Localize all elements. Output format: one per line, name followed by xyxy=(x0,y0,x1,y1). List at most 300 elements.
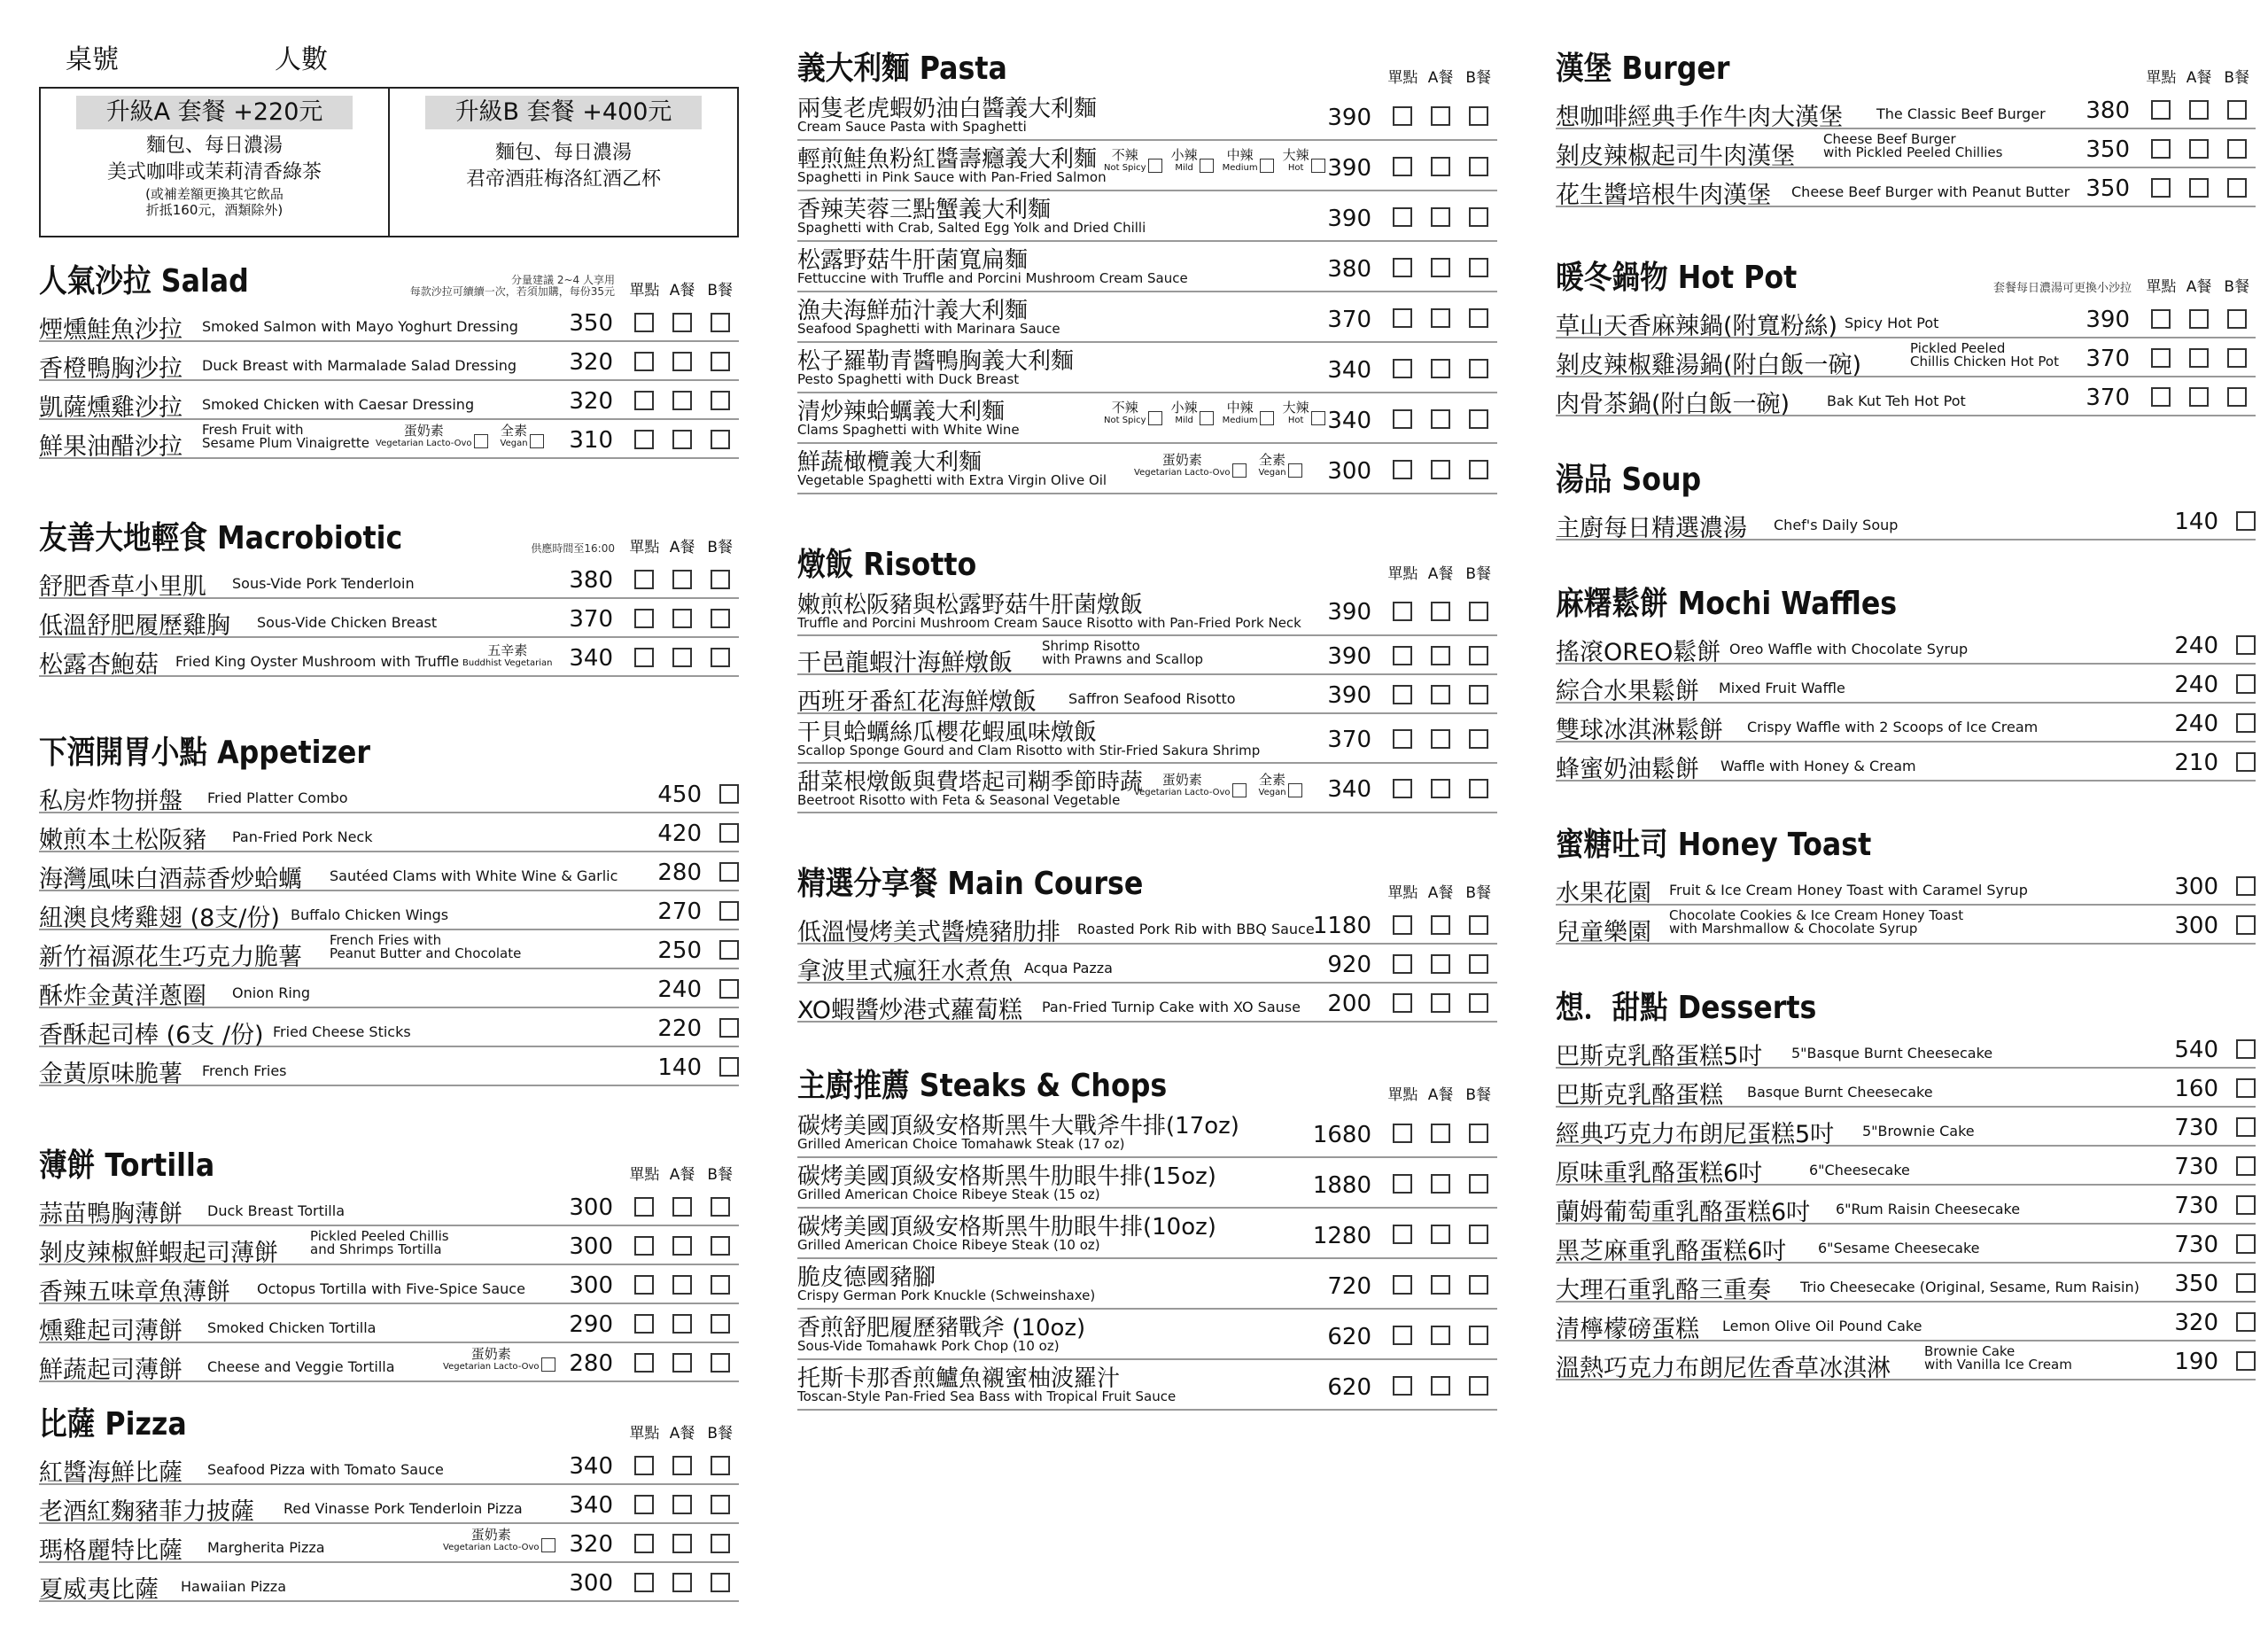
order-checkbox-single[interactable] xyxy=(2236,1039,2256,1059)
menu-item: 清炒辣蛤蠣義大利麵 Clams Spaghetti with White Wine 不辣 Not Spicy 小辣 Mild 中辣 Medium 大辣 Hot 340 xyxy=(797,393,1497,444)
section-title: 想．甜點 Desserts xyxy=(1556,990,1817,1026)
menu-item: 水果花園 Fruit & Ice Cream Honey Toast with Caramel Syrup 300 xyxy=(1556,867,2256,906)
order-checkbox-a[interactable] xyxy=(1431,308,1450,328)
order-checkbox-b[interactable] xyxy=(2227,178,2247,198)
order-checkbox-single[interactable] xyxy=(2236,635,2256,655)
menu-item: 草山天香麻辣鍋(附寬粉絲) Spicy Hot Pot 390 xyxy=(1556,299,2256,338)
menu-item: 兒童樂園 Chocolate Cookies & Ice Cream Honey Toast with Marshmallow & Chocolate Syrup 300 xyxy=(1556,906,2256,945)
order-checkbox-single[interactable] xyxy=(2236,915,2256,935)
order-checkbox-single[interactable] xyxy=(2236,713,2256,733)
section-tortilla xyxy=(39,1141,739,1382)
order-checkbox-single[interactable] xyxy=(719,823,739,843)
menu-item: 松子羅勒青醬鴨胸義大利麵 Pesto Spaghetti with Duck Breast 340 xyxy=(797,343,1497,393)
diet-tags: 蛋奶素 Vegetarian Lacto-Ovo xyxy=(443,1347,555,1372)
menu-item: 漁夫海鮮茄汁義大利麵 Seafood Spaghetti with Marinara Sauce 370 xyxy=(797,292,1497,343)
option-checkbox[interactable] xyxy=(1311,159,1325,173)
order-checkbox-b[interactable] xyxy=(711,1314,730,1334)
order-checkbox-b[interactable] xyxy=(711,570,730,589)
upgrade-b-line2: 君帝酒莊梅洛紅酒乙杯 xyxy=(465,168,661,191)
order-checkbox-single[interactable] xyxy=(634,1456,654,1475)
order-checkbox-a[interactable] xyxy=(672,570,692,589)
menu-item: 香煎舒肥履歷豬戰斧 (10oz) Sous-Vide Tomahawk Pork Chop (10 oz) 620 xyxy=(797,1310,1497,1360)
order-checkbox-single[interactable] xyxy=(1393,779,1412,798)
order-checkbox-b[interactable] xyxy=(711,313,730,332)
diet-tags: 蛋奶素 Vegetarian Lacto-Ovo 全素 Vegan xyxy=(376,424,544,448)
order-checkbox-single[interactable] xyxy=(2151,348,2171,368)
section-title: 比薩 Pizza xyxy=(39,1406,187,1443)
option-checkbox[interactable] xyxy=(1148,411,1162,425)
order-checkbox-b[interactable] xyxy=(1469,1174,1488,1194)
menu-item: 香辣五味章魚薄餅 Octopus Tortilla with Five-Spice Sauce 300 xyxy=(39,1265,739,1304)
order-checkbox-b[interactable] xyxy=(1469,1326,1488,1345)
menu-item: XO蝦醬炒港式蘿蔔糕 Pan-Fried Turnip Cake with XO Sause 200 xyxy=(797,984,1497,1023)
menu-item: 金黃原味脆薯 French Fries 140 xyxy=(39,1047,739,1086)
order-checkbox-single[interactable] xyxy=(1393,1326,1412,1345)
section-title: 麻糬鬆餅 Mochi Waffles xyxy=(1556,586,1898,622)
section-title: 薄餅 Tortilla xyxy=(39,1147,215,1184)
order-checkbox-b[interactable] xyxy=(1469,258,1488,277)
order-checkbox-a[interactable] xyxy=(1431,1225,1450,1244)
menu-item: 大理石重乳酪三重奏 Trio Cheesecake (Original, Sesame, Rum Raisin) 350 xyxy=(1556,1264,2256,1303)
order-checkbox-b[interactable] xyxy=(1469,993,1488,1013)
order-checkbox-b[interactable] xyxy=(1469,1275,1488,1295)
order-checkbox-a[interactable] xyxy=(1431,1275,1450,1295)
section-waffles xyxy=(1556,579,2256,782)
section-main-course xyxy=(797,859,1497,1023)
menu-item: 剝皮辣椒雞湯鍋(附白飯一碗) Pickled Peeled Chillis Chicken Hot Pot 370 xyxy=(1556,338,2256,377)
menu-item: 煙燻鮭魚沙拉 Smoked Salmon with Mayo Yoghurt Dressing 350 xyxy=(39,303,739,342)
order-checkbox-single[interactable] xyxy=(1393,1174,1412,1194)
order-checkbox-b[interactable] xyxy=(1469,779,1488,798)
order-checkbox-single[interactable] xyxy=(634,570,654,589)
order-checkbox-single[interactable] xyxy=(2151,139,2171,159)
order-header xyxy=(39,0,739,87)
menu-column-1 xyxy=(39,0,739,1641)
order-checkbox-a[interactable] xyxy=(2189,387,2209,407)
menu-item: 巴斯克乳酪蛋糕5吋 5"Basque Burnt Cheesecake 540 xyxy=(1556,1030,2256,1069)
section-pizza xyxy=(39,1400,739,1602)
menu-item: 原味重乳酪蛋糕6吋 6"Cheesecake 730 xyxy=(1556,1147,2256,1186)
menu-item: 碳烤美國頂級安格斯黑牛大戰斧牛排(17oz) Grilled American Choice Tomahawk Steak (17 oz) 1680 xyxy=(797,1108,1497,1158)
menu-item: 溫熱巧克力布朗尼佐香草冰淇淋 Brownie Cake with Vanilla Ice Cream 190 xyxy=(1556,1342,2256,1380)
table-number-label: 桌號 xyxy=(66,44,119,75)
order-checkbox-single[interactable] xyxy=(2151,309,2171,329)
order-checkbox-a[interactable] xyxy=(1431,157,1450,176)
order-checkbox-a[interactable] xyxy=(672,1573,692,1592)
order-checkbox-single[interactable] xyxy=(1393,915,1412,935)
order-checkbox-a[interactable] xyxy=(672,1197,692,1217)
order-checkbox-single[interactable] xyxy=(1393,993,1412,1013)
order-checkbox-single[interactable] xyxy=(634,1314,654,1334)
menu-item: 剝皮辣椒鮮蝦起司薄餅 Pickled Peeled Chillis and Shrimps Tortilla 300 xyxy=(39,1226,739,1265)
column-headers: 單點 A餐 B餐 xyxy=(2146,278,2250,296)
section-title: 蜜糖吐司 Honey Toast xyxy=(1556,827,1872,863)
option-checkbox[interactable] xyxy=(541,1357,555,1372)
order-checkbox-single[interactable] xyxy=(2236,1078,2256,1098)
section-title: 暖冬鍋物 Hot Pot xyxy=(1556,260,1798,296)
upgrade-a-line1: 麵包、每日濃湯 xyxy=(145,135,283,157)
order-checkbox-a[interactable] xyxy=(1431,1326,1450,1345)
menu-item: 松露野菇牛肝菌寬扁麵 Fettuccine with Truffle and Porcini Mushroom Cream Sauce 380 xyxy=(797,242,1497,292)
order-checkbox-b[interactable] xyxy=(711,1534,730,1553)
order-checkbox-single[interactable] xyxy=(1393,954,1412,974)
menu-item: 凱薩燻雞沙拉 Smoked Chicken with Caesar Dressing 320 xyxy=(39,381,739,420)
order-checkbox-b[interactable] xyxy=(711,609,730,628)
menu-item: 嫩煎本土松阪豬 Pan-Fried Pork Neck 420 xyxy=(39,813,739,852)
section-note: 分量建議 2~4 人享用 每款沙拉可續續一次，若須加購，每份35元 xyxy=(409,274,615,298)
order-checkbox-single[interactable] xyxy=(634,648,654,667)
upgrade-box xyxy=(39,87,739,237)
column-headers: 單點 A餐 B餐 xyxy=(629,282,734,299)
order-checkbox-a[interactable] xyxy=(1431,207,1450,227)
order-checkbox-single[interactable] xyxy=(2236,674,2256,694)
option-checkbox[interactable] xyxy=(1288,783,1302,797)
order-checkbox-a[interactable] xyxy=(1431,1124,1450,1143)
section-soup xyxy=(1556,455,2256,541)
column-headers: 單點 A餐 B餐 xyxy=(629,539,734,556)
menu-item: 香辣芙蓉三點蟹義大利麵 Spaghetti with Crab, Salted Egg Yolk and Dried Chilli 390 xyxy=(797,191,1497,242)
order-checkbox-b[interactable] xyxy=(1469,915,1488,935)
order-checkbox-b[interactable] xyxy=(2227,387,2247,407)
order-checkbox-single[interactable] xyxy=(1393,157,1412,176)
order-checkbox-b[interactable] xyxy=(1469,729,1488,749)
order-checkbox-a[interactable] xyxy=(1431,779,1450,798)
order-checkbox-single[interactable] xyxy=(2236,876,2256,896)
order-checkbox-b[interactable] xyxy=(1469,106,1488,126)
order-checkbox-b[interactable] xyxy=(711,648,730,667)
menu-item: 酥炸金黃洋蔥圈 Onion Ring 240 xyxy=(39,969,739,1008)
option-checkbox[interactable] xyxy=(1200,159,1214,173)
order-checkbox-single[interactable] xyxy=(2151,178,2171,198)
order-checkbox-a[interactable] xyxy=(2189,100,2209,120)
order-checkbox-b[interactable] xyxy=(711,1573,730,1592)
section-title: 精選分享餐 Main Course xyxy=(797,866,1144,902)
upgrade-b xyxy=(388,89,737,236)
order-checkbox-b[interactable] xyxy=(711,352,730,371)
order-checkbox-single[interactable] xyxy=(719,901,739,921)
order-checkbox-a[interactable] xyxy=(1431,409,1450,429)
section-pasta xyxy=(797,44,1497,494)
order-checkbox-single[interactable] xyxy=(634,609,654,628)
order-checkbox-single[interactable] xyxy=(2236,1312,2256,1332)
menu-item: 碳烤美國頂級安格斯黑牛肋眼牛排(15oz) Grilled American Choice Ribeye Steak (15 oz) 1880 xyxy=(797,1158,1497,1209)
menu-item: 肉骨茶鍋(附白飯一碗) Bak Kut Teh Hot Pot 370 xyxy=(1556,377,2256,416)
menu-item: 清檸檬磅蛋糕 Lemon Olive Oil Pound Cake 320 xyxy=(1556,1303,2256,1342)
order-checkbox-a[interactable] xyxy=(672,1275,692,1295)
order-checkbox-single[interactable] xyxy=(634,313,654,332)
section-title: 下酒開胃小點 Appetizer xyxy=(39,735,371,771)
column-headers: 單點 A餐 B餐 xyxy=(2146,69,2250,87)
upgrade-a xyxy=(41,89,388,236)
order-checkbox-single[interactable] xyxy=(719,1018,739,1038)
section-hot-pot xyxy=(1556,253,2256,416)
option-checkbox[interactable] xyxy=(541,1538,555,1552)
section-desserts xyxy=(1556,984,2256,1380)
section-title: 友善大地輕食 Macrobiotic xyxy=(39,520,403,556)
order-checkbox-single[interactable] xyxy=(634,1353,654,1373)
menu-item: 拿波里式瘋狂水煮魚 Acqua Pazza 920 xyxy=(797,945,1497,984)
order-checkbox-single[interactable] xyxy=(1393,207,1412,227)
order-checkbox-single[interactable] xyxy=(719,940,739,960)
order-checkbox-single[interactable] xyxy=(634,352,654,371)
menu-item: 主廚每日精選濃湯 Chef's Daily Soup 140 xyxy=(1556,502,2256,541)
order-checkbox-single[interactable] xyxy=(1393,106,1412,126)
order-checkbox-b[interactable] xyxy=(1469,409,1488,429)
order-checkbox-b[interactable] xyxy=(1469,207,1488,227)
order-checkbox-single[interactable] xyxy=(1393,258,1412,277)
column-headers: 單點 A餐 B餐 xyxy=(1387,565,1492,583)
order-checkbox-single[interactable] xyxy=(1393,1124,1412,1143)
menu-item: 輕煎鮭魚粉紅醬壽癮義大利麵 Spaghetti in Pink Sauce with Pan-Fried Salmon 不辣 Not Spicy 小辣 Mild 中辣 Medium 大辣 Hot 390 xyxy=(797,141,1497,191)
menu-column-3 xyxy=(1556,0,2256,1419)
order-checkbox-single[interactable] xyxy=(634,1495,654,1514)
order-checkbox-a[interactable] xyxy=(1431,460,1450,479)
column-headers: 單點 A餐 B餐 xyxy=(1387,69,1492,87)
option-checkbox[interactable] xyxy=(1200,411,1214,425)
diet-tags: 蛋奶素 Vegetarian Lacto-Ovo 全素 Vegan xyxy=(1134,773,1302,797)
menu-item: 綜合水果鬆餅 Mixed Fruit Waffle 240 xyxy=(1556,665,2256,704)
order-checkbox-b[interactable] xyxy=(711,1236,730,1256)
order-checkbox-b[interactable] xyxy=(1469,685,1488,704)
order-checkbox-single[interactable] xyxy=(2236,752,2256,772)
order-checkbox-b[interactable] xyxy=(711,1495,730,1514)
menu-item: 兩隻老虎蝦奶油白醬義大利麵 Cream Sauce Pasta with Spaghetti 390 xyxy=(797,90,1497,141)
order-checkbox-single[interactable] xyxy=(1393,729,1412,749)
order-checkbox-a[interactable] xyxy=(1431,359,1450,378)
menu-item: 花生醬培根牛肉漢堡 Cheese Beef Burger with Peanut Butter 350 xyxy=(1556,168,2256,207)
order-checkbox-a[interactable] xyxy=(672,430,692,449)
order-checkbox-single[interactable] xyxy=(634,1197,654,1217)
option-checkbox[interactable] xyxy=(530,434,544,448)
order-checkbox-a[interactable] xyxy=(1431,729,1450,749)
menu-item: 蘭姆葡萄重乳酪蛋糕6吋 6"Rum Raisin Cheesecake 730 xyxy=(1556,1186,2256,1225)
section-risotto xyxy=(797,541,1497,813)
order-checkbox-a[interactable] xyxy=(672,391,692,410)
order-checkbox-a[interactable] xyxy=(672,1534,692,1553)
section-honey-toast xyxy=(1556,820,2256,945)
option-checkbox[interactable] xyxy=(474,434,488,448)
diet-tags: 蛋奶素 Vegetarian Lacto-Ovo 全素 Vegan xyxy=(1134,453,1302,478)
order-checkbox-single[interactable] xyxy=(719,1057,739,1077)
order-checkbox-single[interactable] xyxy=(2236,1195,2256,1215)
order-checkbox-b[interactable] xyxy=(711,430,730,449)
order-checkbox-single[interactable] xyxy=(2236,1273,2256,1293)
order-checkbox-single[interactable] xyxy=(634,430,654,449)
order-checkbox-a[interactable] xyxy=(1431,685,1450,704)
order-checkbox-a[interactable] xyxy=(1431,646,1450,665)
order-checkbox-b[interactable] xyxy=(1469,1124,1488,1143)
section-title: 人氣沙拉 Salad xyxy=(39,263,249,299)
menu-item: 蒜苗鴨胸薄餅 Duck Breast Tortilla 300 xyxy=(39,1187,739,1226)
option-checkbox[interactable] xyxy=(1232,783,1247,797)
order-checkbox-b[interactable] xyxy=(1469,602,1488,621)
menu-item: 香酥起司棒 (6支 /份) Fried Cheese Sticks 220 xyxy=(39,1008,739,1047)
order-checkbox-single[interactable] xyxy=(634,391,654,410)
order-checkbox-single[interactable] xyxy=(1393,359,1412,378)
section-steaks xyxy=(797,1062,1497,1411)
spice-tags: 不辣 Not Spicy 小辣 Mild 中辣 Medium 大辣 Hot xyxy=(1104,401,1325,425)
order-checkbox-b[interactable] xyxy=(1469,1225,1488,1244)
order-checkbox-a[interactable] xyxy=(672,352,692,371)
order-checkbox-single[interactable] xyxy=(634,1573,654,1592)
order-checkbox-b[interactable] xyxy=(2227,139,2247,159)
menu-item: 瑪格麗特比薩 Margherita Pizza 蛋奶素 Vegetarian Lacto-Ovo 320 xyxy=(39,1524,739,1563)
order-checkbox-b[interactable] xyxy=(1469,646,1488,665)
order-checkbox-single[interactable] xyxy=(2151,100,2171,120)
order-checkbox-single[interactable] xyxy=(2236,1117,2256,1137)
column-headers: 單點 A餐 B餐 xyxy=(629,1425,734,1443)
order-checkbox-a[interactable] xyxy=(1431,954,1450,974)
order-checkbox-b[interactable] xyxy=(711,1275,730,1295)
order-checkbox-single[interactable] xyxy=(1393,409,1412,429)
section-note: 套餐每日濃湯可更換小沙拉 xyxy=(1992,282,2132,295)
menu-item: 經典巧克力布朗尼蛋糕5吋 5"Brownie Cake 730 xyxy=(1556,1108,2256,1147)
order-checkbox-a[interactable] xyxy=(672,1236,692,1256)
order-checkbox-a[interactable] xyxy=(672,1314,692,1334)
order-checkbox-single[interactable] xyxy=(719,784,739,804)
menu-item: 低溫慢烤美式醬燒豬肋排 Roasted Pork Rib with BBQ Sauce 1180 xyxy=(797,906,1497,945)
menu-item: 舒肥香草小里肌 Sous-Vide Pork Tenderloin 380 xyxy=(39,560,739,599)
order-checkbox-b[interactable] xyxy=(1469,157,1488,176)
menu-item: 干貝蛤蠣絲瓜櫻花蝦風味燉飯 Scallop Sponge Gourd and Clam Risotto with Stir-Fried Sakura Shrimp 370 xyxy=(797,714,1497,764)
order-checkbox-a[interactable] xyxy=(672,1495,692,1514)
section-salad xyxy=(39,257,739,459)
spice-tags: 不辣 Not Spicy 小辣 Mild 中辣 Medium 大辣 Hot xyxy=(1104,148,1325,173)
order-checkbox-b[interactable] xyxy=(1469,460,1488,479)
order-checkbox-a[interactable] xyxy=(1431,993,1450,1013)
order-checkbox-b[interactable] xyxy=(711,1456,730,1475)
order-checkbox-b[interactable] xyxy=(711,1353,730,1373)
order-checkbox-single[interactable] xyxy=(1393,646,1412,665)
menu-item: 鮮蔬橄欖義大利麵 Vegetable Spaghetti with Extra Virgin Olive Oil 蛋奶素 Vegetarian Lacto-Ovo 全素 Vegan 300 xyxy=(797,444,1497,494)
menu-item: 燻雞起司薄餅 Smoked Chicken Tortilla 290 xyxy=(39,1304,739,1343)
order-checkbox-a[interactable] xyxy=(672,648,692,667)
order-checkbox-single[interactable] xyxy=(2151,387,2171,407)
order-checkbox-a[interactable] xyxy=(2189,178,2209,198)
upgrade-a-note1: (或補差額更換其它飲品 xyxy=(145,186,284,202)
section-title: 燉飯 Risotto xyxy=(797,547,977,583)
order-checkbox-single[interactable] xyxy=(2236,1156,2256,1176)
order-checkbox-single[interactable] xyxy=(634,1275,654,1295)
order-checkbox-b[interactable] xyxy=(2227,348,2247,368)
menu-item: 巴斯克乳酪蛋糕 Basque Burnt Cheesecake 160 xyxy=(1556,1069,2256,1108)
section-title: 湯品 Soup xyxy=(1556,462,1702,498)
menu-item: 想咖啡經典手作牛肉大漢堡 The Classic Beef Burger 380 xyxy=(1556,90,2256,129)
option-checkbox[interactable] xyxy=(1311,411,1325,425)
option-checkbox[interactable] xyxy=(1288,463,1302,478)
order-checkbox-b[interactable] xyxy=(711,391,730,410)
order-checkbox-a[interactable] xyxy=(672,1353,692,1373)
order-checkbox-single[interactable] xyxy=(1393,1225,1412,1244)
menu-item: 夏威夷比薩 Hawaiian Pizza 300 xyxy=(39,1563,739,1602)
order-checkbox-single[interactable] xyxy=(634,1534,654,1553)
section-macrobiotic xyxy=(39,514,739,677)
order-checkbox-a[interactable] xyxy=(1431,106,1450,126)
order-checkbox-single[interactable] xyxy=(719,862,739,882)
menu-item: 松露杏鮑菇 Fried King Oyster Mushroom with Truffle 五辛素 Buddhist Vegetarian 340 xyxy=(39,638,739,677)
menu-column-2 xyxy=(797,0,1497,1450)
menu-item: 干邑龍蝦汁海鮮燉飯 Shrimp Risotto with Prawns and Scallop 390 xyxy=(797,636,1497,675)
order-checkbox-b[interactable] xyxy=(2227,100,2247,120)
order-checkbox-b[interactable] xyxy=(1469,954,1488,974)
order-checkbox-single[interactable] xyxy=(1393,1275,1412,1295)
order-checkbox-a[interactable] xyxy=(672,313,692,332)
order-checkbox-single[interactable] xyxy=(2236,1351,2256,1371)
order-checkbox-b[interactable] xyxy=(711,1197,730,1217)
order-checkbox-a[interactable] xyxy=(1431,1376,1450,1396)
order-checkbox-a[interactable] xyxy=(1431,258,1450,277)
menu-item: 碳烤美國頂級安格斯黑牛肋眼牛排(10oz) Grilled American Choice Ribeye Steak (10 oz) 1280 xyxy=(797,1209,1497,1259)
menu-item: 蜂蜜奶油鬆餅 Waffle with Honey & Cream 210 xyxy=(1556,743,2256,782)
menu-item: 香橙鴨胸沙拉 Duck Breast with Marmalade Salad Dressing 320 xyxy=(39,342,739,381)
order-checkbox-a[interactable] xyxy=(2189,348,2209,368)
order-checkbox-single[interactable] xyxy=(1393,602,1412,621)
menu-item: 脆皮德國豬腳 Crispy German Pork Knuckle (Schweinshaxe) 720 xyxy=(797,1259,1497,1310)
menu-item: 西班牙番紅花海鮮燉飯 Saffron Seafood Risotto 390 xyxy=(797,675,1497,714)
order-checkbox-single[interactable] xyxy=(2236,511,2256,531)
upgrade-a-title: 升級A 套餐 +220元 xyxy=(76,96,353,129)
option-checkbox[interactable] xyxy=(1260,159,1274,173)
menu-item: 私房炸物拼盤 Fried Platter Combo 450 xyxy=(39,774,739,813)
option-checkbox[interactable] xyxy=(1232,463,1247,478)
order-checkbox-single[interactable] xyxy=(1393,308,1412,328)
menu-item: 托斯卡那香煎鱸魚襯蜜柚波羅汁 Toscan-Style Pan-Fried Sea Bass with Tropical Fruit Sauce 620 xyxy=(797,1360,1497,1411)
menu-item: 嫩煎松阪豬與松露野菇牛肝菌燉飯 Truffle and Porcini Mushroom Cream Sauce Risotto with Pan-Fried Pork Neck 390 xyxy=(797,587,1497,636)
order-checkbox-single[interactable] xyxy=(1393,685,1412,704)
order-checkbox-b[interactable] xyxy=(2227,309,2247,329)
order-checkbox-b[interactable] xyxy=(1469,308,1488,328)
menu-item: 鮮果油醋沙拉 Fresh Fruit with Sesame Plum Vinaigrette 蛋奶素 Vegetarian Lacto-Ovo 全素 Vegan 310 xyxy=(39,420,739,459)
option-checkbox[interactable] xyxy=(1148,159,1162,173)
order-checkbox-a[interactable] xyxy=(672,609,692,628)
column-headers: 單點 A餐 B餐 xyxy=(1387,884,1492,902)
order-checkbox-a[interactable] xyxy=(2189,139,2209,159)
section-appetizer xyxy=(39,728,739,1086)
upgrade-b-line1: 麵包、每日濃湯 xyxy=(494,142,632,164)
order-checkbox-single[interactable] xyxy=(2236,1234,2256,1254)
order-checkbox-b[interactable] xyxy=(1469,359,1488,378)
order-checkbox-a[interactable] xyxy=(672,1456,692,1475)
menu-item: 甜菜根燉飯與費塔起司糊季節時蔬 Beetroot Risotto with Feta & Seasonal Vegetable 蛋奶素 Vegetarian Lacto-Ovo 全素 Vegan 340 xyxy=(797,764,1497,813)
order-checkbox-a[interactable] xyxy=(1431,1174,1450,1194)
menu-item: 剝皮辣椒起司牛肉漢堡 Cheese Beef Burger with Pickled Peeled Chillies 350 xyxy=(1556,129,2256,168)
order-checkbox-b[interactable] xyxy=(1469,1376,1488,1396)
column-headers: 單點 A餐 B餐 xyxy=(1387,1086,1492,1104)
menu-item: 黑芝麻重乳酪蛋糕6吋 6"Sesame Cheesecake 730 xyxy=(1556,1225,2256,1264)
menu-item: 紅醬海鮮比薩 Seafood Pizza with Tomato Sauce 340 xyxy=(39,1446,739,1485)
order-checkbox-a[interactable] xyxy=(2189,309,2209,329)
menu-item: 新竹福源花生巧克力脆薯 French Fries with Peanut Butter and Chocolate 250 xyxy=(39,930,739,969)
upgrade-a-note2: 折抵160元，酒類除外) xyxy=(145,202,284,218)
section-title: 義大利麵 Pasta xyxy=(797,51,1007,87)
section-title: 主廚推薦 Steaks & Chops xyxy=(797,1068,1168,1104)
order-checkbox-single[interactable] xyxy=(634,1236,654,1256)
order-checkbox-a[interactable] xyxy=(1431,915,1450,935)
menu-item: 老酒紅麴豬菲力披薩 Red Vinasse Pork Tenderloin Pizza 340 xyxy=(39,1485,739,1524)
upgrade-a-line2: 美式咖啡或茉莉清香綠茶 xyxy=(106,161,322,183)
order-checkbox-a[interactable] xyxy=(1431,602,1450,621)
column-headers: 單點 A餐 B餐 xyxy=(629,1166,734,1184)
menu-item: 雙球冰淇淋鬆餅 Crispy Waffle with 2 Scoops of Ice Cream 240 xyxy=(1556,704,2256,743)
menu-item: 搖滾OREO鬆餅 Oreo Waffle with Chocolate Syrup 240 xyxy=(1556,626,2256,665)
order-checkbox-single[interactable] xyxy=(1393,1376,1412,1396)
order-checkbox-single[interactable] xyxy=(1393,460,1412,479)
upgrade-b-title: 升級B 套餐 +400元 xyxy=(425,96,703,129)
order-checkbox-single[interactable] xyxy=(719,979,739,999)
option-checkbox[interactable] xyxy=(1260,411,1274,425)
section-note: 供應時間至16:00 xyxy=(531,542,615,555)
menu-item: 紐澳良烤雞翅 (8支/份) Buffalo Chicken Wings 270 xyxy=(39,891,739,930)
